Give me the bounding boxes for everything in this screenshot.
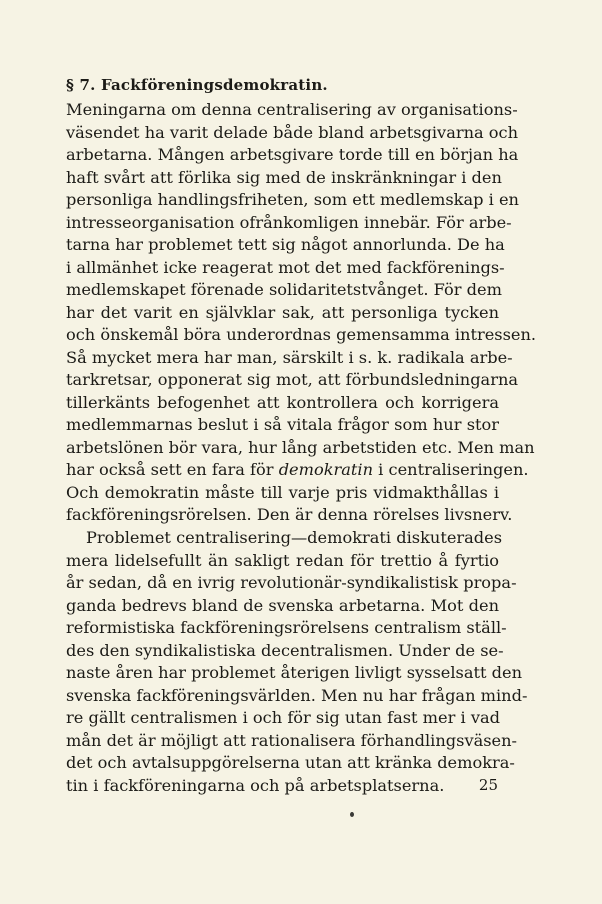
text-line-with-emphasis (66, 459, 529, 482)
paragraph-2 (66, 527, 528, 797)
text-line: har det varit en självklar sak, att personliga tycken (66, 302, 499, 322)
text-line: år sedan, då en ivrig revolutionär-syndikalistisk propa- (66, 573, 517, 592)
text-line: väsendet ha varit delade både bland arbetsgivarna och (66, 122, 519, 142)
text-line: Så mycket mera har man, särskilt i s. k. radikala arbe- (66, 347, 513, 367)
text-line: tin i fackföreningarna och på arbetsplatserna. (66, 775, 445, 795)
text-line: fackföreningsrörelsen. Den är denna rörelses livsnerv. (66, 505, 513, 524)
section-heading: § 7. Fackföreningsdemokratin. (66, 76, 328, 94)
text-line: medlemmarnas beslut i så vitala frågor som hur stor (66, 415, 499, 434)
text-line: Problemet centralisering—demokrati diskuterades (86, 528, 503, 547)
text-line: Meningarna om denna centralisering av organisations- (66, 100, 518, 119)
text-line: ganda bedrevs bland de svenska arbetarna. Mot den (66, 595, 499, 615)
text-line: personliga handlingsfriheten, som ett medlemskap i en (66, 190, 519, 209)
text-line: svenska fackföreningsvärlden. Men nu har frågan mind- (66, 685, 528, 705)
emphasized-word: demokratin (278, 460, 374, 479)
page-number: 25 (478, 776, 498, 794)
text-line: Och demokratin måste till varje pris vidmakthållas i (66, 482, 499, 502)
text-line: tarna har problemet tett sig något annorlunda. De ha (66, 235, 505, 254)
text-line: mera lidelsefullt än sakligt redan för trettio å fyrtio (66, 550, 499, 570)
text-line: tillerkänts befogenhet att kontrollera och korrigera (66, 392, 499, 412)
text-line: re gällt centralismen i och för sig utan fast mer i vad (66, 708, 500, 727)
text-line: naste åren har problemet återigen livligt sysselsatt den (66, 663, 522, 682)
text-line: haft svårt att förlika sig med de inskränkningar i den (66, 167, 502, 187)
text-line: arbetslönen bör vara, hur lång arbetstiden etc. Men man (66, 437, 535, 457)
text-line: och önskemål böra underordnas gemensamma intressen. (66, 325, 537, 344)
text-line: des den syndikalistiska decentralismen. Under de se- (66, 640, 504, 660)
text-line: i allmänhet icke reagerat mot det med fackförenings- (66, 257, 505, 277)
text-line: mån det är möjligt att rationalisera förhandlingsväsen- (66, 730, 518, 750)
text-line: reformistiska fackföreningsrörelsens centralism ställ- (66, 618, 507, 637)
text-line: det och avtalsuppgörelserna utan att kränka demokra- (66, 753, 515, 772)
text-segment: har också sett en fara för (66, 460, 279, 479)
ink-speck (350, 812, 354, 817)
text-segment: i centraliseringen. (373, 460, 529, 479)
text-line: arbetarna. Mången arbetsgivare torde till en början ha (66, 145, 519, 164)
text-line: intresseorganisation ofrånkomligen innebär. För arbe- (66, 212, 512, 232)
paragraph-1 (66, 99, 537, 527)
text-line: medlemskapet förenade solidaritetstvånget. För dem (66, 280, 502, 299)
text-line: tarkretsar, opponerat sig mot, att förbundsledningarna (66, 370, 519, 389)
